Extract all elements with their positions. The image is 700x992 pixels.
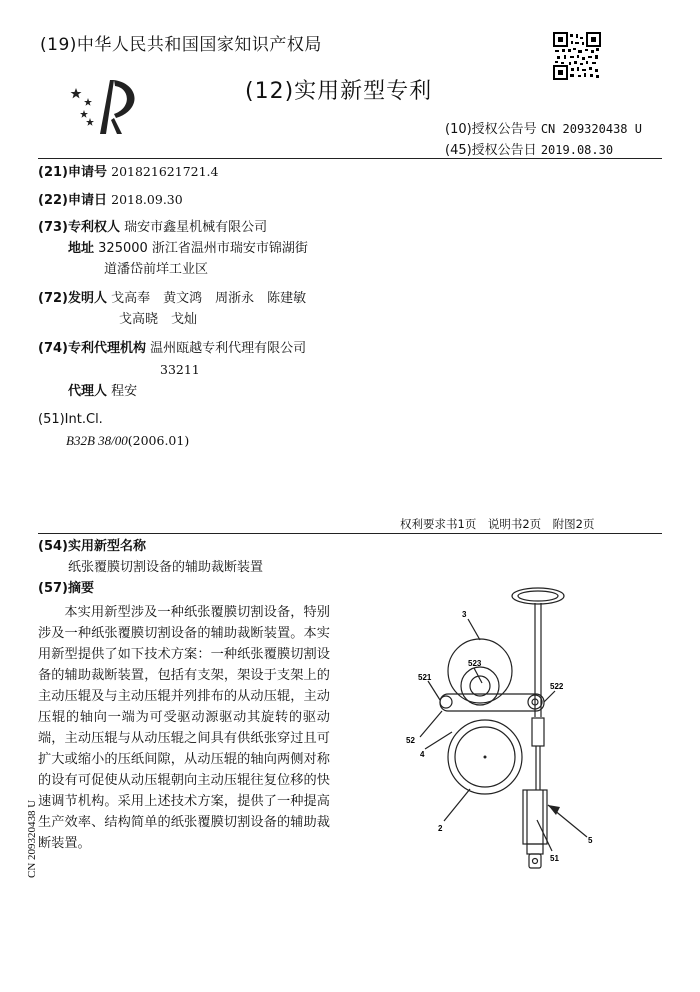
figure-label-5: 5 xyxy=(588,836,593,845)
figure-label-3: 3 xyxy=(462,610,467,619)
abstract-label: (57)摘要 xyxy=(38,581,94,596)
figure-label-521: 521 xyxy=(418,673,432,682)
address xyxy=(68,241,308,257)
patent-agency-label: (74)专利代理机构 xyxy=(38,341,146,356)
int-cl-label: (51)Int.Cl. xyxy=(38,412,103,427)
figure-label-51: 51 xyxy=(550,854,559,863)
patent-agency xyxy=(38,341,306,357)
figure-label-52: 52 xyxy=(406,736,415,745)
patentee-value: 瑞安市鑫星机械有限公司 xyxy=(124,220,268,235)
publication-date xyxy=(445,139,613,158)
patent-agency-value: 温州瓯越专利代理有限公司 xyxy=(150,341,307,356)
office-name: (19)中华人民共和国国家知识产权局 xyxy=(40,35,322,55)
side-publication-number: CN 209320438 U xyxy=(26,799,38,878)
inventors-label: (72)发明人 xyxy=(38,291,107,306)
address-label: 地址 xyxy=(68,241,95,256)
filing-date xyxy=(38,192,183,209)
figure-label-2: 2 xyxy=(438,824,443,833)
agent-value: 程安 xyxy=(111,384,138,399)
int-cl xyxy=(66,433,189,450)
inventors-line-1: 戈高奉 黄文鸿 周浙永 陈建敏 xyxy=(111,291,307,306)
agent xyxy=(68,384,137,400)
utility-model-title-label: (54)实用新型名称 xyxy=(38,539,146,554)
publication-number-label: (10)授权公告号 xyxy=(445,122,537,137)
header-divider xyxy=(38,158,662,159)
cnipa-logo-icon xyxy=(70,74,150,136)
abstract-divider xyxy=(38,533,662,534)
application-number-label: (21)申请号 xyxy=(38,165,107,180)
qr-code xyxy=(553,32,601,80)
figure-label-522: 522 xyxy=(550,682,564,691)
inventors xyxy=(38,291,306,307)
publication-number-value: CN 209320438 U xyxy=(540,122,642,136)
inventors-line-2: 戈高晓 戈灿 xyxy=(119,312,198,327)
int-cl-version: (2006.01) xyxy=(127,433,190,448)
application-number-value: 201821621721.4 xyxy=(111,164,219,179)
application-number xyxy=(38,164,219,181)
patentee-label: (73)专利权人 xyxy=(38,220,120,235)
filing-date-label: (22)申请日 xyxy=(38,193,107,208)
publication-number xyxy=(445,118,642,137)
publication-date-value: 2019.08.30 xyxy=(540,143,614,157)
agent-label: 代理人 xyxy=(68,384,108,399)
page-count-info: 权利要求书1页 说明书2页 附图2页 xyxy=(400,517,595,531)
address-line-1: 325000 浙江省温州市瑞安市锦湖街 xyxy=(98,241,308,256)
abstract-text: 本实用新型涉及一种纸张覆膜切割设备，特别涉及一种纸张覆膜切割设备的辅助裁断装置。本实用新型提供了如下技术方案：一种纸张覆膜切割设备的辅助裁断装置，包括有支架，架设于支架上的主动压辊及与主动压辊并列排布的从动压辊，主动压辊的轴向一端为可受驱动源驱动其旋转的驱动端，主动压辊与从动压辊之间具有供纸张穿过且可扩大或缩小的压纸间隙，从动压辊的轴向两侧对称的设有可促使从动压辊朝向主动压辊往复位移的快速调节机构。采用上述技术方案，提供了一种提高生产效率、结构简单的纸张覆膜切割设备的辅助裁断装置。 xyxy=(38,605,330,851)
figure-label-4: 4 xyxy=(420,750,425,759)
document-type: (12)实用新型专利 xyxy=(245,79,433,104)
abstract-body xyxy=(38,602,330,854)
int-cl-class: B32B 38/00 xyxy=(66,433,128,448)
figure-label-523: 523 xyxy=(468,659,482,668)
patent-agency-code: 33211 xyxy=(160,362,200,377)
abstract-figure xyxy=(390,585,630,875)
patentee xyxy=(38,220,267,236)
filing-date-value: 2018.09.30 xyxy=(111,192,183,207)
address-line-2: 道潘岱前垟工业区 xyxy=(104,262,209,277)
publication-date-label: (45)授权公告日 xyxy=(445,143,537,158)
utility-model-title: 纸张覆膜切割设备的辅助裁断装置 xyxy=(68,560,264,575)
